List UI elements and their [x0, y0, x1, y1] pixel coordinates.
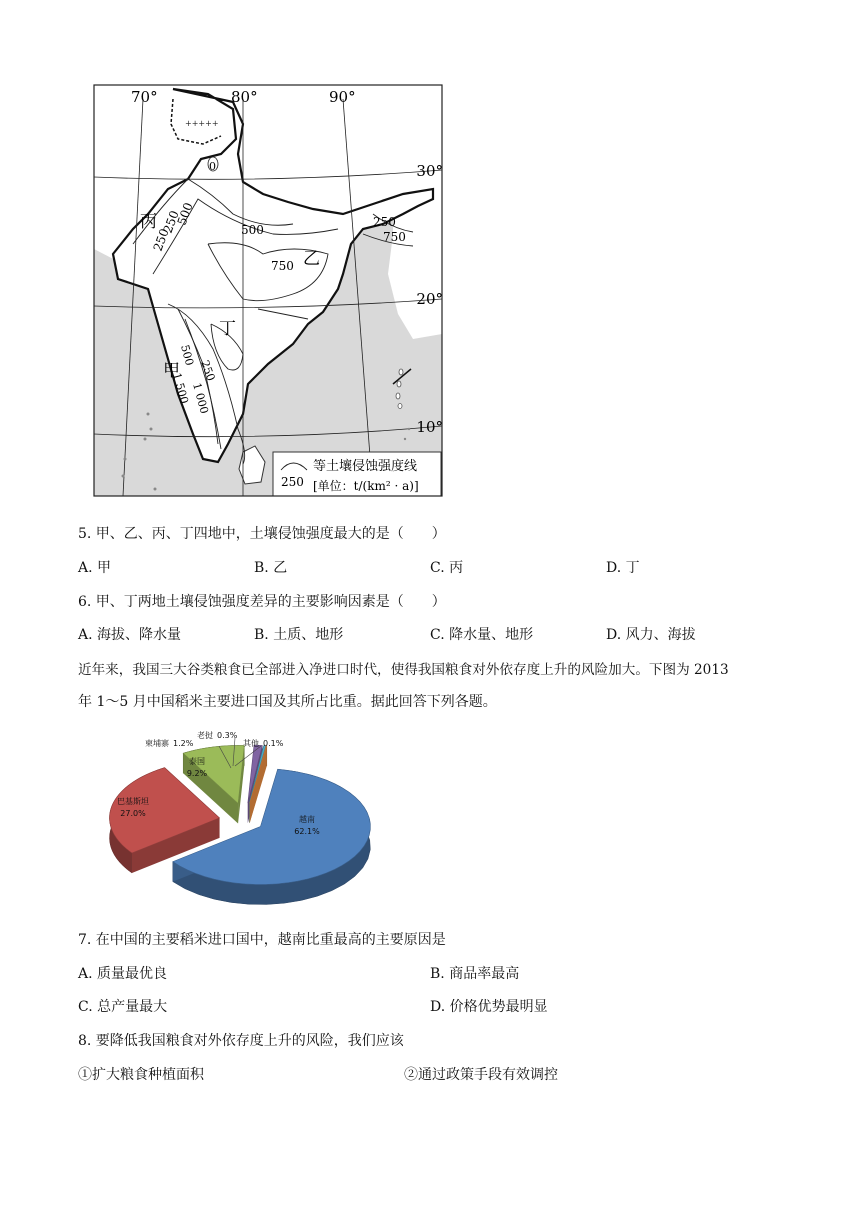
contour-label: 0 — [209, 160, 216, 173]
map-svg — [93, 84, 443, 497]
lat-label-30: 30° — [416, 162, 443, 180]
contour-label: 500 — [178, 343, 197, 368]
pie-label-name: 越南 — [299, 815, 315, 824]
question-6-option-d[interactable]: D. 风力、海拔 — [606, 627, 696, 643]
pie-label-value: 0.1% — [263, 739, 284, 748]
rice-import-pie-chart — [85, 726, 385, 921]
question-8-option-2[interactable]: ②通过政策手段有效调控 — [404, 1067, 558, 1083]
contour-label: 500 — [241, 223, 264, 237]
pie-label-name: 其他 — [243, 739, 259, 748]
lon-label-80: 80° — [231, 88, 258, 106]
place-label-bing: 丙 — [140, 212, 157, 232]
contour-label: 1 500 — [170, 371, 191, 406]
question-6-stem: 6. 甲、丁两地土壤侵蚀强度差异的主要影响因素是（ ） — [78, 594, 446, 610]
lon-label-70: 70° — [131, 88, 158, 106]
legend-unit: [单位：t/(km² · a)] — [313, 479, 419, 493]
question-6-option-b[interactable]: B. 土质、地形 — [254, 627, 344, 643]
pie-label-name: 巴基斯坦 — [117, 797, 149, 806]
lat-label-10: 10° — [416, 418, 443, 436]
question-8-stem: 8. 要降低我国粮食对外依存度上升的风险，我们应该 — [78, 1033, 404, 1049]
pie-svg — [85, 726, 385, 921]
contour-label: 500 — [174, 200, 196, 228]
lon-label-90: 90° — [329, 88, 356, 106]
pie-label-name: 泰国 — [189, 757, 205, 766]
place-label-ding: 丁 — [219, 319, 236, 339]
contour-label: 250 — [160, 208, 182, 236]
contour-label: 250 — [150, 226, 172, 254]
question-6-option-c[interactable]: C. 降水量、地形 — [430, 627, 534, 643]
place-label-jia: 甲 — [163, 361, 180, 381]
question-5-stem: 5. 甲、乙、丙、丁四地中，土壤侵蚀强度最大的是（ ） — [78, 526, 446, 542]
intro-line-2: 年 1～5 月中国稻米主要进口国及其所占比重。据此回答下列各题。 — [78, 694, 497, 710]
legend-symbol-value: 250 — [281, 475, 304, 489]
question-5-option-c[interactable]: C. 丙 — [430, 560, 464, 576]
contour-label: 750 — [271, 259, 294, 273]
intro-line-1: 近年来，我国三大谷类粮食已全部进入净进口时代，使得我国粮食对外依存度上升的风险加大。下图为 2013 — [78, 662, 729, 678]
question-5-option-d[interactable]: D. 丁 — [606, 560, 640, 576]
question-5-option-a[interactable]: A. 甲 — [78, 560, 112, 576]
question-5-option-b[interactable]: B. 乙 — [254, 560, 288, 576]
question-7-option-d[interactable]: D. 价格优势最明显 — [430, 999, 548, 1015]
contour-label: 250 — [198, 358, 218, 383]
legend-title: 等土壤侵蚀强度线 — [313, 459, 418, 474]
contour-label: 250 — [373, 215, 396, 229]
pie-label-value: 0.3% — [217, 731, 238, 740]
india-soil-erosion-map — [93, 84, 443, 497]
pie-label-name: 柬埔寨 — [145, 739, 169, 748]
pie-label-value: 1.2% — [173, 739, 194, 748]
svg-text:+++++: +++++ — [185, 119, 219, 128]
pie-label-value: 62.1% — [294, 827, 320, 836]
contour-label: 1 000 — [190, 381, 211, 416]
place-label-yi: 乙 — [303, 249, 320, 269]
pie-label-name: 老挝 — [197, 731, 213, 740]
contour-label: 750 — [383, 230, 406, 244]
question-8-option-1[interactable]: ①扩大粮食种植面积 — [78, 1067, 204, 1083]
pie-label-value: 27.0% — [120, 809, 146, 818]
question-7-option-a[interactable]: A. 质量最优良 — [78, 966, 168, 982]
question-7-option-c[interactable]: C. 总产量最大 — [78, 999, 168, 1015]
question-6-option-a[interactable]: A. 海拔、降水量 — [78, 627, 182, 643]
question-7-stem: 7. 在中国的主要稻米进口国中，越南比重最高的主要原因是 — [78, 932, 446, 948]
lat-label-20: 20° — [416, 290, 443, 308]
pie-label-value: 9.2% — [186, 769, 208, 778]
question-7-option-b[interactable]: B. 商品率最高 — [430, 966, 520, 982]
